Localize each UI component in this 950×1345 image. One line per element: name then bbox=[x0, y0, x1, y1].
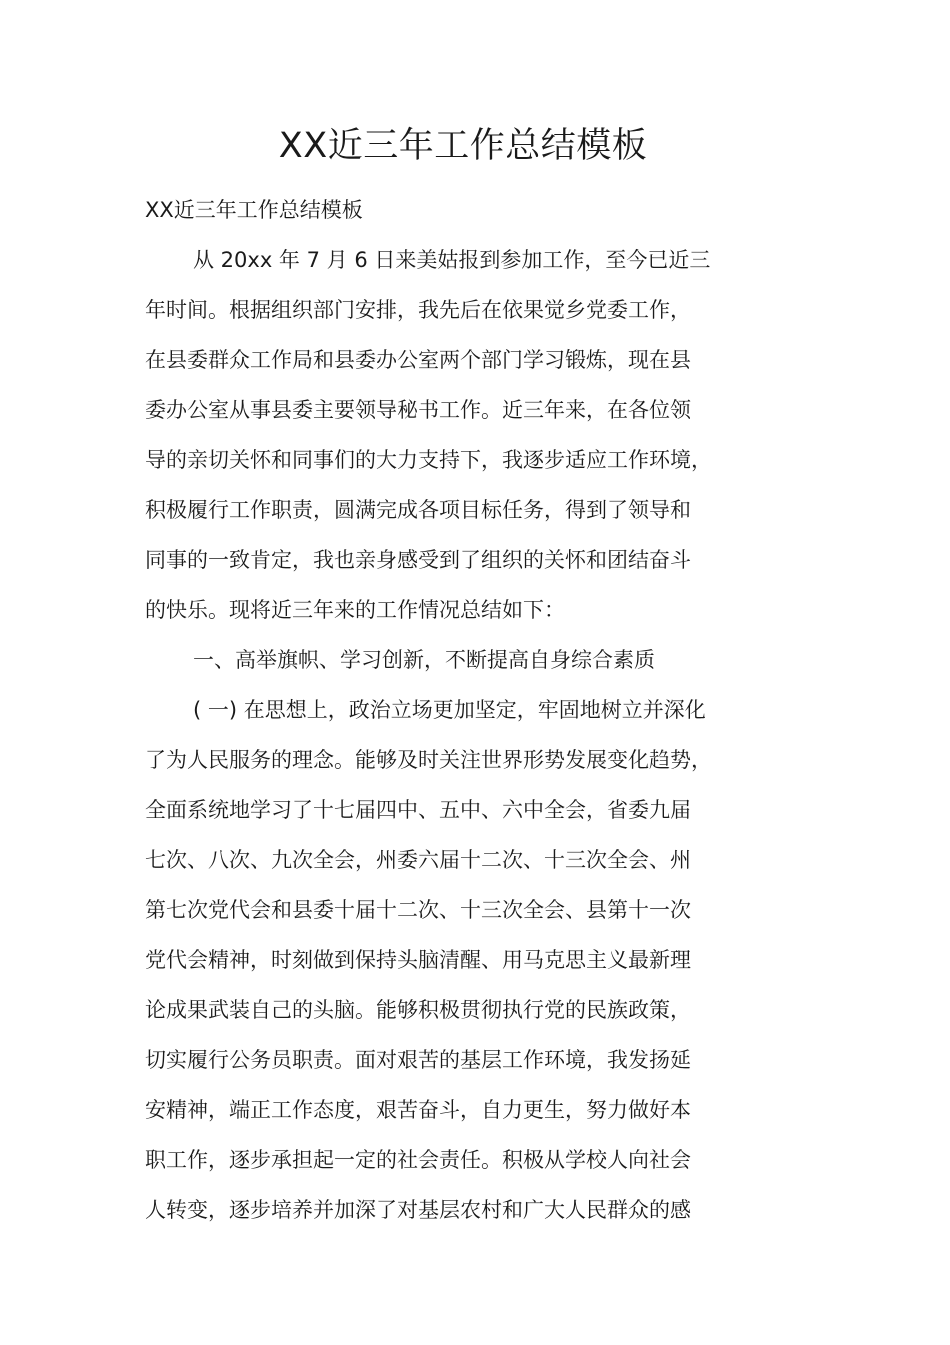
paragraph-line: 导的亲切关怀和同事们的大力支持下，我逐步适应工作环境， bbox=[145, 448, 712, 472]
body-text bbox=[145, 235, 785, 1235]
paragraph-line: 了为人民服务的理念。能够及时关注世界形势发展变化趋势， bbox=[145, 748, 712, 772]
paragraph-line: 同事的一致肯定，我也亲身感受到了组织的关怀和团结奋斗 bbox=[145, 548, 691, 572]
page-title: XX近三年工作总结模板 bbox=[278, 126, 648, 166]
paragraph-line: 人转变，逐步培养并加深了对基层农村和广大人民群众的感 bbox=[145, 1198, 691, 1222]
paragraph-line: 积极履行工作职责，圆满完成各项目标任务，得到了领导和 bbox=[145, 498, 691, 522]
paragraph-line: 第七次党代会和县委十届十二次、十三次全会、县第十一次 bbox=[145, 898, 691, 922]
paragraph-line: 切实履行公务员职责。面对艰苦的基层工作环境，我发扬延 bbox=[145, 1048, 691, 1072]
document-subtitle: XX近三年工作总结模板 bbox=[145, 198, 363, 222]
paragraph-line: ( 一) 在思想上，政治立场更加坚定，牢固地树立并深化 bbox=[193, 698, 706, 722]
paragraph-line: 全面系统地学习了十七届四中、五中、六中全会，省委九届 bbox=[145, 798, 691, 822]
paragraph-line: 七次、八次、九次全会，州委六届十二次、十三次全会、州 bbox=[145, 848, 691, 872]
paragraph-line: 论成果武装自己的头脑。能够积极贯彻执行党的民族政策， bbox=[145, 998, 691, 1022]
paragraph-line: 的快乐。现将近三年来的工作情况总结如下： bbox=[145, 598, 565, 622]
paragraph-line: 安精神，端正工作态度，艰苦奋斗，自力更生，努力做好本 bbox=[145, 1098, 691, 1122]
section-heading: 一、高举旗帜、学习创新，不断提高自身综合素质 bbox=[193, 648, 655, 672]
paragraph-line: 委办公室从事县委主要领导秘书工作。近三年来，在各位领 bbox=[145, 398, 691, 422]
paragraph-line: 从 20xx 年 7 月 6 日来美姑报到参加工作，至今已近三 bbox=[193, 248, 711, 272]
paragraph-line: 年时间。根据组织部门安排，我先后在依果觉乡党委工作， bbox=[145, 298, 691, 322]
paragraph-line: 职工作，逐步承担起一定的社会责任。积极从学校人向社会 bbox=[145, 1148, 691, 1172]
paragraph-line: 党代会精神，时刻做到保持头脑清醒、用马克思主义最新理 bbox=[145, 948, 691, 972]
paragraph-line: 在县委群众工作局和县委办公室两个部门学习锻炼，现在县 bbox=[145, 348, 691, 372]
